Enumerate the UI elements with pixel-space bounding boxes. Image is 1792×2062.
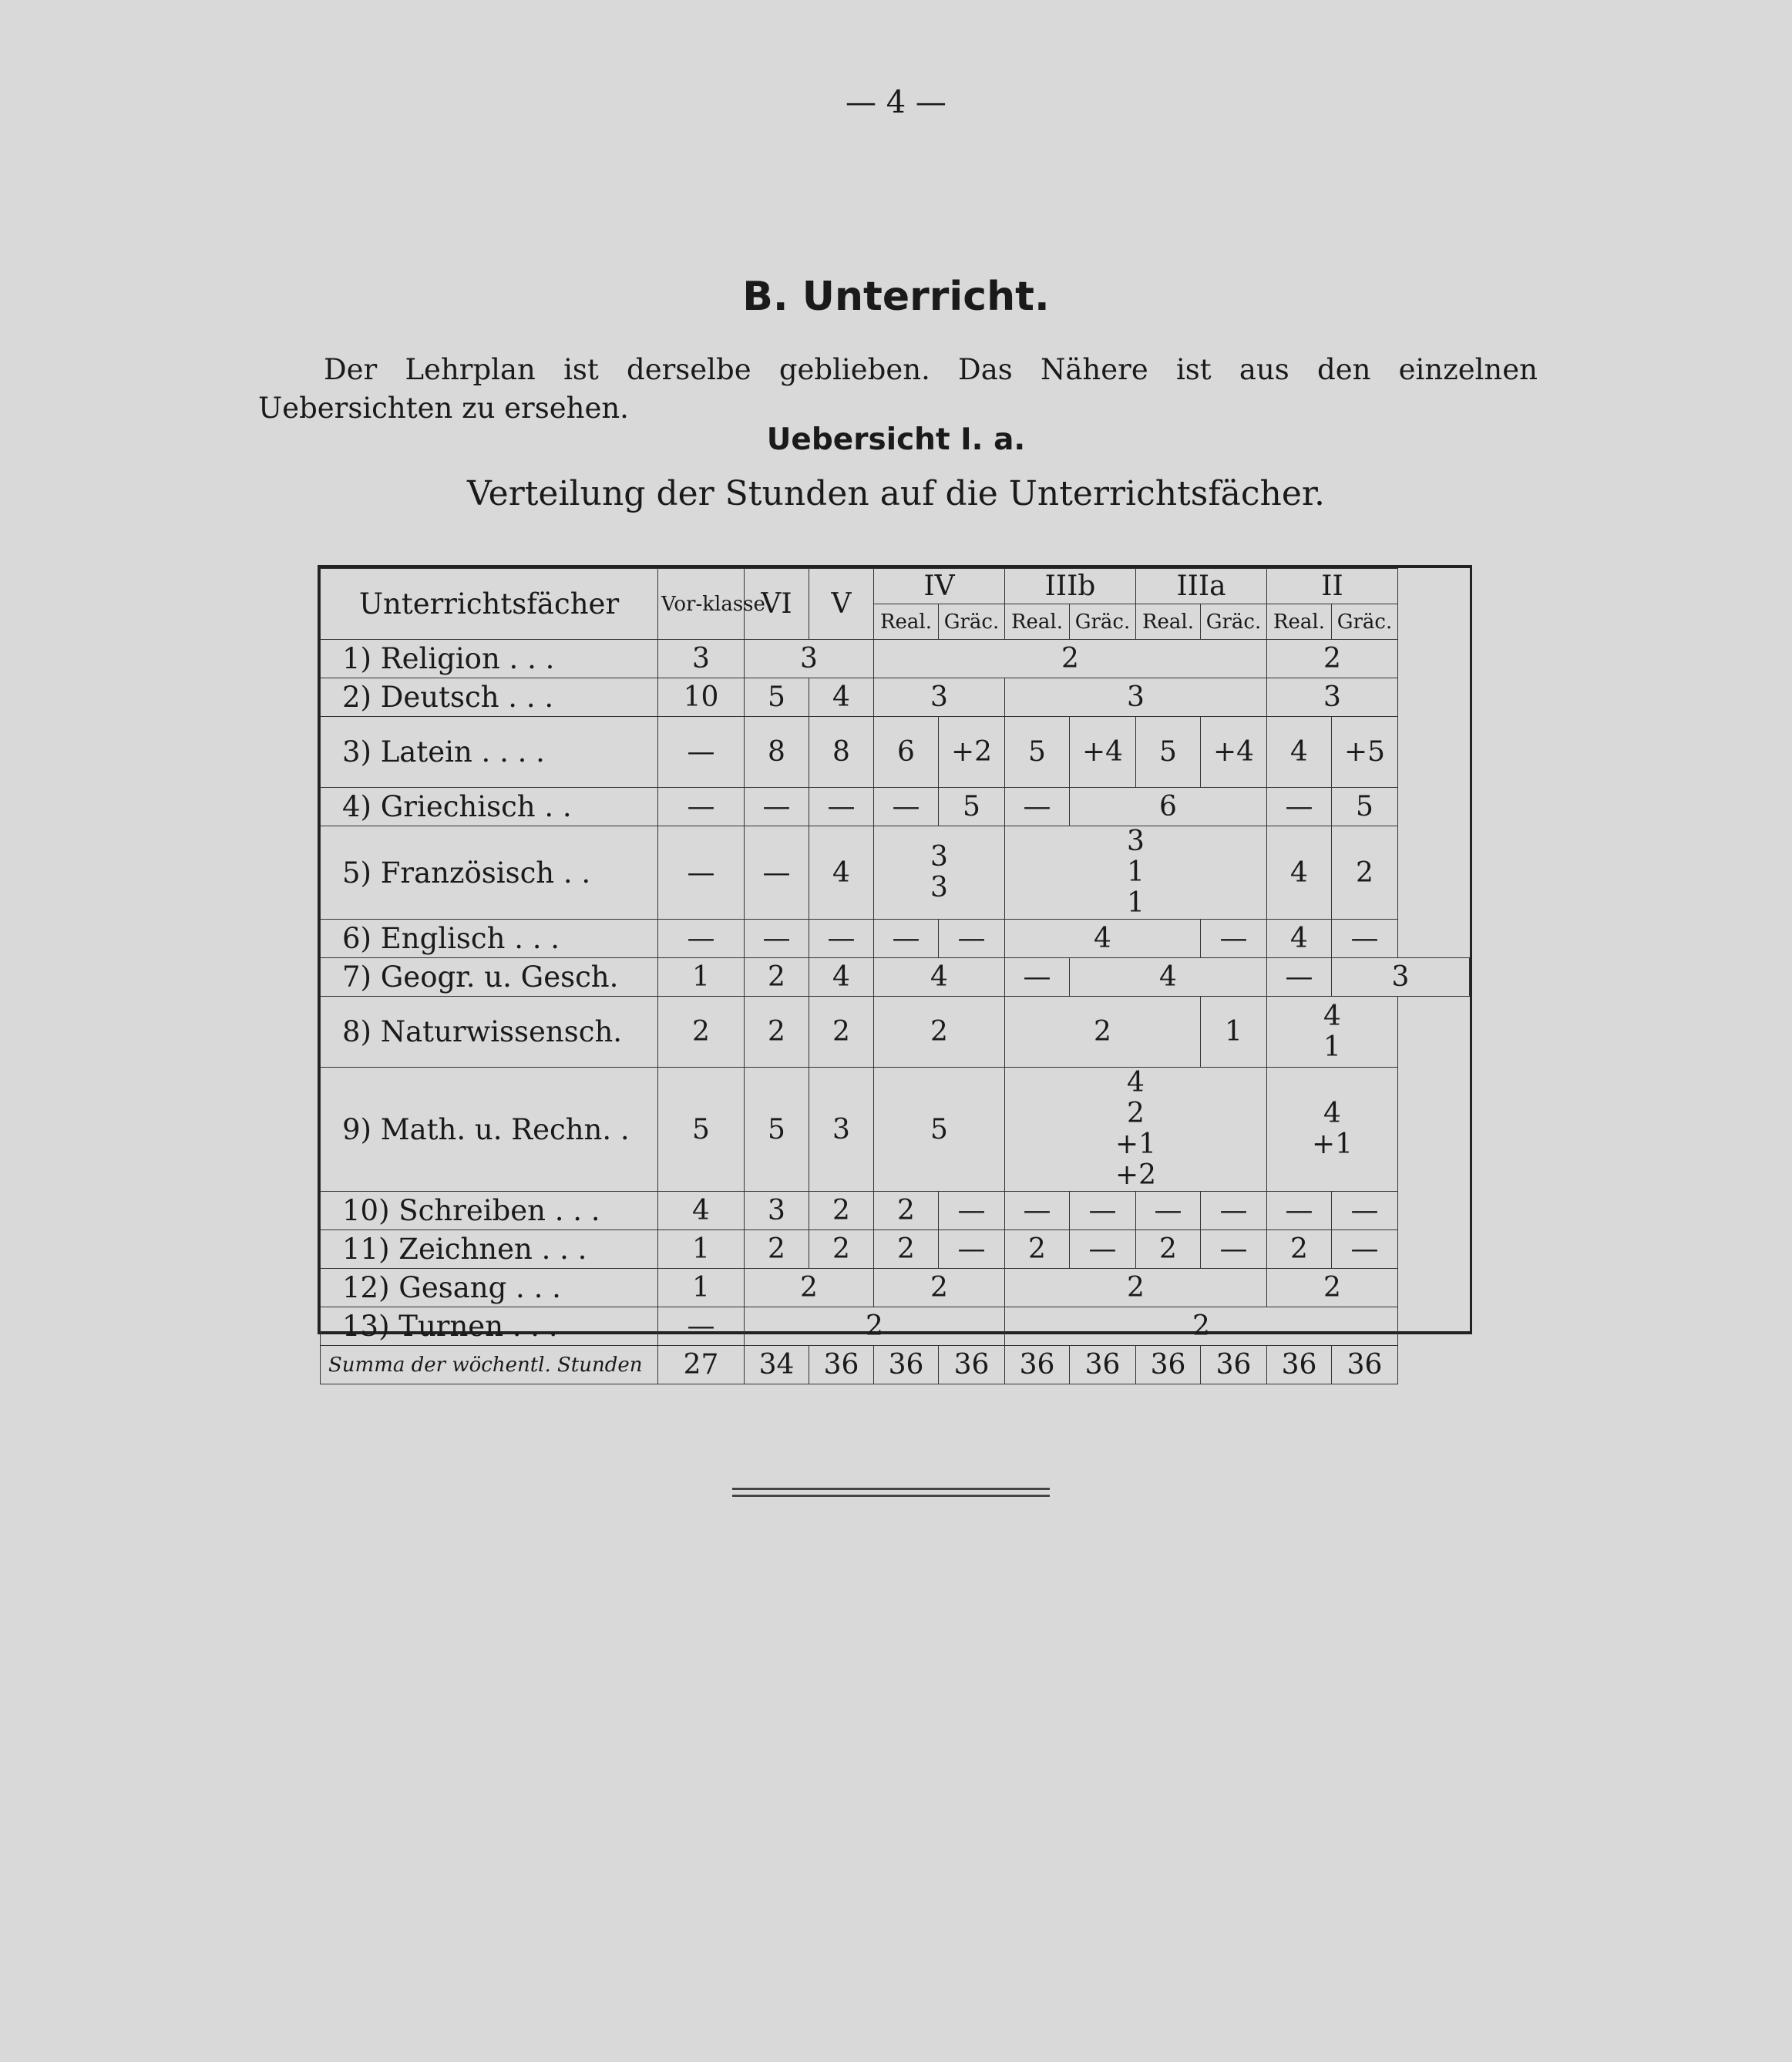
table-row	[321, 1192, 1470, 1230]
table-cell: 8	[745, 717, 809, 788]
table-cell: —	[939, 920, 1005, 958]
table-cell: —	[1005, 1192, 1070, 1230]
sum-cell: 36	[939, 1346, 1005, 1384]
header-vorklasse: Vor-klasse	[658, 569, 745, 640]
section-title: B. Unterricht.	[742, 274, 1050, 320]
table-cell: 3	[1332, 958, 1470, 997]
subject-name: 10) Schreiben . . .	[321, 1192, 658, 1230]
table-cell: —	[745, 920, 809, 958]
lesson-distribution-table	[318, 565, 1472, 1381]
table-cell: 2	[1332, 826, 1398, 920]
table-cell: —	[1005, 788, 1070, 826]
divider-rule	[732, 1495, 1050, 1497]
table-cell: +2	[939, 717, 1005, 788]
sub-header-real: Real.	[1267, 604, 1332, 640]
table-cell: —	[658, 788, 745, 826]
table-cell: 10	[658, 678, 745, 717]
table-cell: 2	[745, 958, 809, 997]
table-cell: —	[874, 920, 939, 958]
table-cell: —	[1267, 958, 1332, 997]
table-cell	[874, 826, 1005, 920]
table-cell: —	[745, 788, 809, 826]
table-cell: 4	[874, 958, 1005, 997]
table-cell: —	[1332, 1230, 1398, 1269]
sum-cell: 36	[1070, 1346, 1136, 1384]
table-cell: 3	[745, 1192, 809, 1230]
table-cell-value: 3	[1127, 826, 1145, 857]
table-cell: 2	[1267, 1269, 1398, 1307]
table-cell: 2	[658, 997, 745, 1068]
table-cell: 2	[745, 997, 809, 1068]
table-row	[321, 678, 1470, 717]
table-cell: 3	[874, 678, 1005, 717]
sub-header-real: Real.	[1136, 604, 1201, 640]
table-cell: —	[1332, 920, 1398, 958]
table-row	[321, 1269, 1470, 1307]
table-cell: —	[658, 717, 745, 788]
table-cell: —	[1201, 920, 1267, 958]
sub-header-graec: Gräc.	[1332, 604, 1398, 640]
table-cell: 5	[874, 1068, 1005, 1192]
subject-name: 11) Zeichnen . . .	[321, 1230, 658, 1269]
table-caption: Verteilung der Stunden auf die Unterrichtsfächer.	[466, 474, 1326, 513]
table-cell: —	[809, 920, 874, 958]
table-cell: 3	[745, 640, 874, 678]
subject-name: 9) Math. u. Rechn. .	[321, 1068, 658, 1192]
sub-header-graec: Gräc.	[939, 604, 1005, 640]
table-cell: 3	[1005, 678, 1267, 717]
table-cell: —	[939, 1230, 1005, 1269]
table-cell: 2	[874, 1192, 939, 1230]
table-cell: —	[1201, 1230, 1267, 1269]
header-v: V	[809, 569, 874, 640]
table-cell: 2	[874, 997, 1005, 1068]
subject-name: 7) Geogr. u. Gesch.	[321, 958, 658, 997]
table-row	[321, 640, 1470, 678]
divider-rule	[732, 1488, 1050, 1490]
table-cell: —	[1201, 1192, 1267, 1230]
sum-cell: 36	[1332, 1346, 1398, 1384]
table-row	[321, 1230, 1470, 1269]
table-cell-value: 4	[1127, 1067, 1145, 1098]
subject-header: Unterrichtsfächer	[321, 569, 658, 640]
table-cell-value: +1	[1311, 1129, 1353, 1160]
table-row-sum	[321, 1346, 1470, 1384]
table-cell: —	[939, 1192, 1005, 1230]
table-cell: 3	[809, 1068, 874, 1192]
header-iiib: IIIb	[1005, 569, 1136, 604]
overview-subtitle: Uebersicht I. a.	[766, 422, 1026, 457]
sum-cell: 36	[1201, 1346, 1267, 1384]
table-cell: 6	[1070, 788, 1267, 826]
table-cell: 2	[1005, 1230, 1070, 1269]
subject-name: 13) Turnen . . .	[321, 1307, 658, 1346]
table-cell: —	[1005, 958, 1070, 997]
sum-cell: 36	[1267, 1346, 1332, 1384]
sum-cell: 36	[874, 1346, 939, 1384]
table-cell: 4	[1005, 920, 1201, 958]
subject-name: 8) Naturwissensch.	[321, 997, 658, 1068]
table-cell: —	[1332, 1192, 1398, 1230]
table-cell: 4	[809, 678, 874, 717]
table-cell: 5	[939, 788, 1005, 826]
table-cell: 4	[1070, 958, 1267, 997]
table-cell: —	[1267, 1192, 1332, 1230]
table-cell	[1267, 997, 1398, 1068]
page-number: — 4 —	[846, 85, 946, 120]
table-cell: —	[1070, 1230, 1136, 1269]
table-row	[321, 717, 1470, 788]
sum-label: Summa der wöchentl. Stunden	[321, 1346, 658, 1384]
table-row	[321, 1068, 1470, 1192]
sum-cell: 27	[658, 1346, 745, 1384]
table-cell: 2	[1005, 1307, 1398, 1346]
table-cell: 1	[658, 958, 745, 997]
table-cell: 2	[1005, 1269, 1267, 1307]
table-cell: 2	[1267, 1230, 1332, 1269]
subject-name: 3) Latein . . . .	[321, 717, 658, 788]
table-cell: —	[1070, 1192, 1136, 1230]
table-cell-value: +1	[1115, 1129, 1157, 1160]
table-row	[321, 958, 1470, 997]
table-cell: 2	[874, 1230, 939, 1269]
table-cell: 2	[809, 1192, 874, 1230]
table-cell: 2	[745, 1230, 809, 1269]
table-cell	[1005, 826, 1267, 920]
table-cell-value: 1	[1323, 1031, 1341, 1063]
table-cell-value: 4	[1323, 1098, 1341, 1129]
table-cell: 4	[809, 958, 874, 997]
table-cell: —	[658, 826, 745, 920]
table-row	[321, 920, 1470, 958]
header-iiia: IIIa	[1136, 569, 1267, 604]
subject-name: 2) Deutsch . . .	[321, 678, 658, 717]
table-cell: 1	[1201, 997, 1267, 1068]
header-ii: II	[1267, 569, 1398, 604]
table-cell: 4	[1267, 717, 1332, 788]
header-vi: VI	[745, 569, 809, 640]
table-cell: —	[809, 788, 874, 826]
subject-name: 1) Religion . . .	[321, 640, 658, 678]
table-cell-value: 2	[1127, 1098, 1145, 1129]
table-cell: 5	[745, 678, 809, 717]
table-cell: 8	[809, 717, 874, 788]
table-cell: 2	[745, 1307, 1005, 1346]
table-row	[321, 1307, 1470, 1346]
table-cell: —	[1136, 1192, 1201, 1230]
table-cell: 4	[1267, 920, 1332, 958]
subject-name: 4) Griechisch . .	[321, 788, 658, 826]
table-cell: —	[745, 826, 809, 920]
sub-header-real: Real.	[874, 604, 939, 640]
table-cell-value: 4	[1323, 1000, 1341, 1032]
table-cell: 5	[658, 1068, 745, 1192]
table-cell	[1005, 1068, 1267, 1192]
sum-cell: 36	[809, 1346, 874, 1384]
sub-header-graec: Gräc.	[1070, 604, 1136, 640]
table-cell-value: 3	[930, 872, 948, 903]
table-cell: 2	[874, 640, 1267, 678]
sub-header-graec: Gräc.	[1201, 604, 1267, 640]
table-row	[321, 997, 1470, 1068]
table-cell: —	[658, 920, 745, 958]
table-cell: 6	[874, 717, 939, 788]
sub-header-real: Real.	[1005, 604, 1070, 640]
subject-name: 5) Französisch . .	[321, 826, 658, 920]
table-cell: 2	[1136, 1230, 1201, 1269]
table-cell	[1267, 1068, 1398, 1192]
table-cell: 5	[1332, 788, 1398, 826]
table-cell: 3	[1267, 678, 1398, 717]
table-cell: +4	[1201, 717, 1267, 788]
table-cell: 4	[658, 1192, 745, 1230]
table-cell: 3	[658, 640, 745, 678]
table-cell: —	[1267, 788, 1332, 826]
table-cell: 1	[658, 1269, 745, 1307]
table-cell: 2	[809, 1230, 874, 1269]
table-cell: 2	[1267, 640, 1398, 678]
table-cell: —	[658, 1307, 745, 1346]
table-cell: —	[874, 788, 939, 826]
table-cell: 5	[1005, 717, 1070, 788]
intro-paragraph: Der Lehrplan ist derselbe geblieben. Das Nähere ist aus den einzelnen Uebersichten zu ersehen.	[258, 353, 1538, 425]
table-cell-value: 3	[930, 841, 948, 873]
table-cell-value: +2	[1115, 1159, 1157, 1191]
sum-cell: 36	[1005, 1346, 1070, 1384]
table-cell: +5	[1332, 717, 1398, 788]
table-cell: 4	[1267, 826, 1332, 920]
subject-name: 12) Gesang . . .	[321, 1269, 658, 1307]
table-cell: 4	[809, 826, 874, 920]
table-cell: 5	[1136, 717, 1201, 788]
table-row	[321, 826, 1470, 920]
header-iv: IV	[874, 569, 1005, 604]
table-cell: 2	[874, 1269, 1005, 1307]
table-cell: 5	[745, 1068, 809, 1192]
table-cell: 2	[809, 997, 874, 1068]
table-cell-value: 1	[1127, 856, 1145, 888]
table-cell: 2	[1005, 997, 1201, 1068]
table-cell-value: 1	[1127, 887, 1145, 919]
sum-cell: 34	[745, 1346, 809, 1384]
sum-cell: 36	[1136, 1346, 1201, 1384]
table-cell: 2	[745, 1269, 874, 1307]
table-cell: 1	[658, 1230, 745, 1269]
table-row	[321, 788, 1470, 826]
table-cell: +4	[1070, 717, 1136, 788]
subject-name: 6) Englisch . . .	[321, 920, 658, 958]
